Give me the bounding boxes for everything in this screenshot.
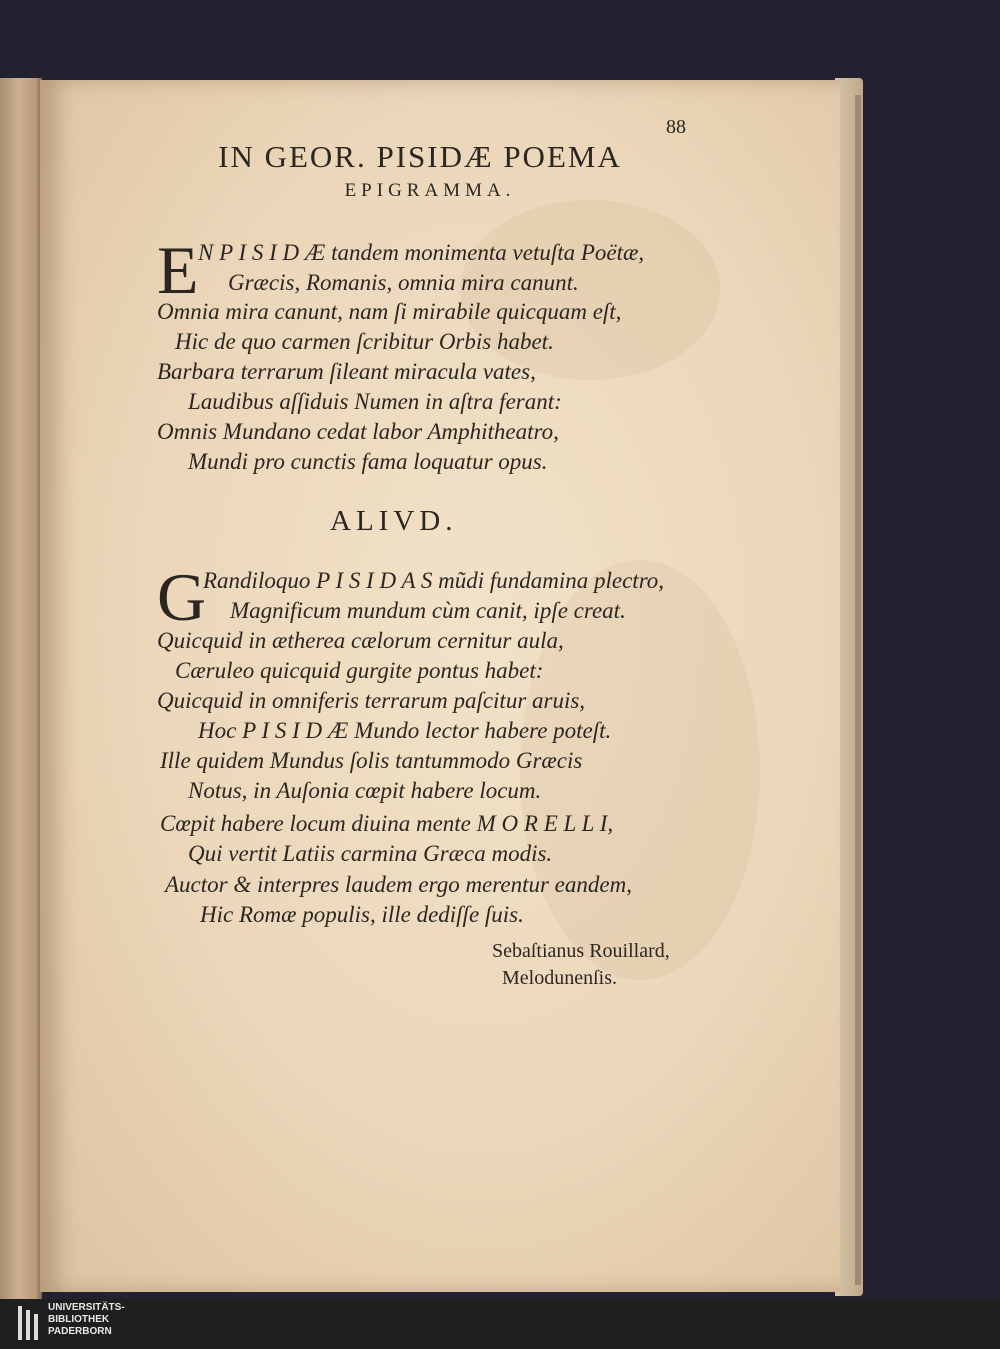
dropcap-e: E: [157, 232, 199, 308]
poem-line: Hoc P I S I D Æ Mundo lector habere poteſt.: [198, 718, 612, 743]
dropcap-g: G: [157, 559, 207, 635]
poem-line: Omnis Mundano cedat labor Amphitheatro,: [157, 419, 559, 444]
logo-line: BIBLIOTHEK: [48, 1314, 110, 1325]
poem-line: Hic Romæ populis, ille dediſſe ſuis.: [200, 902, 524, 927]
logo-line: PADERBORN: [48, 1326, 112, 1337]
page-title: IN GEOR. PISIDÆ POEMA: [218, 139, 622, 174]
signature-name: Sebaſtianus Rouillard,: [492, 940, 670, 962]
poem-line: Barbara terrarum ſileant miracula vates,: [157, 359, 536, 384]
poem-line: Græcis, Romanis, omnia mira canunt.: [228, 270, 579, 295]
poem-line: Laudibus aſſiduis Numen in aſtra ferant:: [188, 389, 562, 414]
page-edge-shadow: [855, 95, 861, 1285]
footer-bar: [0, 1299, 1000, 1349]
library-logo-text[interactable]: [48, 1302, 125, 1338]
poem-line: Notus, in Auſonia cœpit habere locum.: [188, 778, 542, 803]
page-subtitle: EPIGRAMMA.: [344, 180, 516, 201]
library-logo-icon: [18, 1306, 22, 1340]
poem-line: Cœpit habere locum diuina mente M O R E L L I,: [160, 811, 614, 836]
poem-line: Cæruleo quicquid gurgite pontus habet:: [175, 658, 544, 683]
library-logo-icon: [26, 1310, 30, 1340]
poem-line: Quicquid in omniferis terrarum paſcitur aruis,: [157, 688, 586, 713]
poem-line: Mundi pro cunctis fama loquatur opus.: [188, 449, 548, 474]
poem-line: Ille quidem Mundus ſolis tantummodo Græcis: [160, 748, 583, 773]
logo-line: UNIVERSITÄTS-: [48, 1302, 125, 1313]
poem-line: Omnia mira canunt, nam ſi mirabile quicquam eſt,: [157, 299, 622, 324]
poem-line: Randiloquo P I S I D A S mũdi fundamina plectro,: [203, 568, 665, 593]
poem-line: Auctor & interpres laudem ergo merentur eandem,: [165, 872, 632, 897]
poem-line: Magnificum mundum cùm canit, ipſe creat.: [230, 598, 626, 623]
library-logo-icon: [34, 1314, 38, 1340]
signature-place: Melodunenſis.: [502, 967, 617, 989]
poem-line: N P I S I D Æ tandem monimenta vetuſta Poëtæ,: [198, 240, 645, 265]
section-heading: ALIVD.: [330, 505, 458, 537]
poem-line: Qui vertit Latiis carmina Græca modis.: [188, 841, 553, 866]
poem-line: Quicquid in ætherea cælorum cernitur aula,: [157, 628, 564, 653]
left-page-edge: [0, 78, 42, 1303]
poem-line: Hic de quo carmen ſcribitur Orbis habet.: [175, 329, 554, 354]
page-number: 88: [666, 116, 686, 138]
